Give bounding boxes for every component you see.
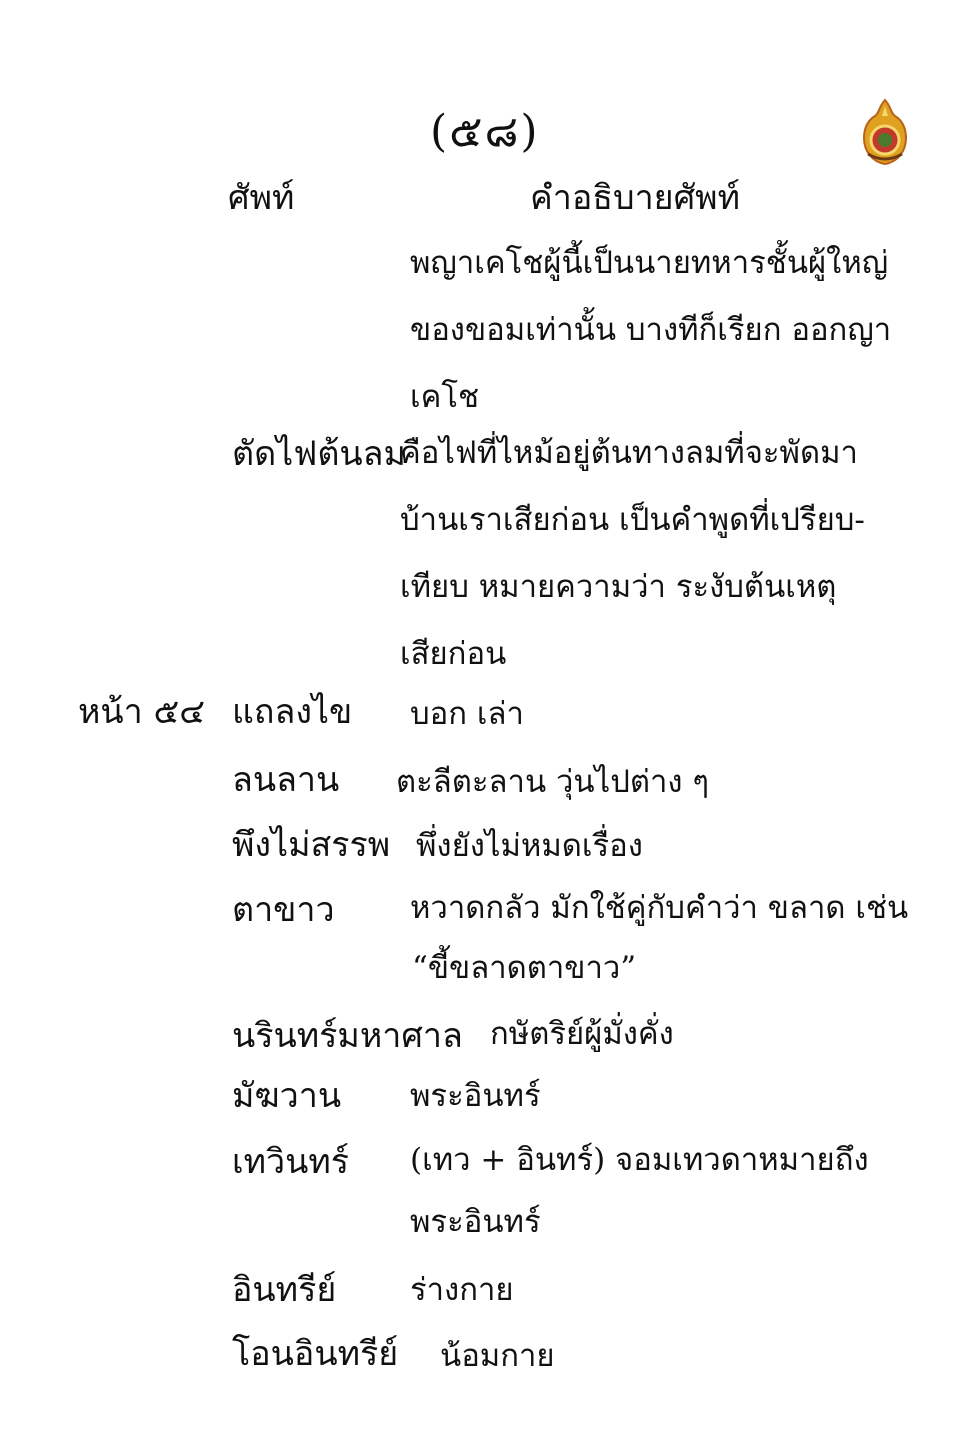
definition-line: พญาเคโชผู้นี้เป็นนายทหารชั้นผู้ใหญ่ <box>410 245 889 281</box>
term: มัฆวาน <box>232 1076 342 1116</box>
definition-line: “ขี้ขลาดตาขาว” <box>412 950 637 986</box>
term: อินทรีย์ <box>232 1270 337 1310</box>
definition-line: ของขอมเท่านั้น บางทีก็เรียก ออกญา <box>410 312 892 348</box>
definition-line: น้อมกาย <box>440 1338 555 1374</box>
definition-line: พึ่งยังไม่หมดเรื่อง <box>416 828 643 864</box>
definition-line: ร่างกาย <box>410 1272 514 1308</box>
term: ตาขาว <box>232 890 335 930</box>
page-reference: หน้า ๕๔ <box>78 692 206 732</box>
definition <box>410 230 930 431</box>
definition-line: พระอินทร์ <box>410 1204 541 1240</box>
term-column-header: ศัพท์ <box>228 178 295 218</box>
definition-line: พระอินทร์ <box>410 1078 541 1114</box>
definition-line: เทียบ หมายความว่า ระงับต้นเหตุ <box>400 569 837 605</box>
crest-emblem-icon <box>858 98 912 166</box>
definition-line: (เทว + อินทร์) จอมเทวดาหมายถึง <box>410 1142 869 1178</box>
definition-column-header: คำอธิบายศัพท์ <box>530 178 741 218</box>
term: นรินทร์มหาศาล <box>232 1016 463 1056</box>
definition-line: ตะลีตะลาน วุ่นไปต่าง ๆ <box>396 764 710 800</box>
definition-line: คือไฟที่ไหม้อยู่ต้นทางลมที่จะพัดมา <box>400 435 858 471</box>
term: ตัดไฟต้นลม <box>232 434 406 474</box>
term: ลนลาน <box>232 760 340 800</box>
definition-line: บ้านเราเสียก่อน เป็นคำพูดที่เปรียบ- <box>400 502 865 538</box>
term: พึงไม่สรรพ <box>232 825 391 865</box>
term: แถลงไข <box>232 692 353 732</box>
definition-line: กษัตริย์ผู้มั่งคั่ง <box>490 1016 674 1052</box>
term: โอนอินทรีย์ <box>232 1334 399 1374</box>
page-number: (๕๘) <box>430 106 540 157</box>
definition-line: เสียก่อน <box>400 636 507 672</box>
definition-line: หวาดกลัว มักใช้คู่กับคำว่า ขลาด เช่น <box>410 890 909 926</box>
definition-line: บอก เล่า <box>410 696 524 732</box>
definition <box>400 420 920 688</box>
term: เทวินทร์ <box>232 1142 350 1182</box>
definition-line: เคโช <box>410 379 480 415</box>
